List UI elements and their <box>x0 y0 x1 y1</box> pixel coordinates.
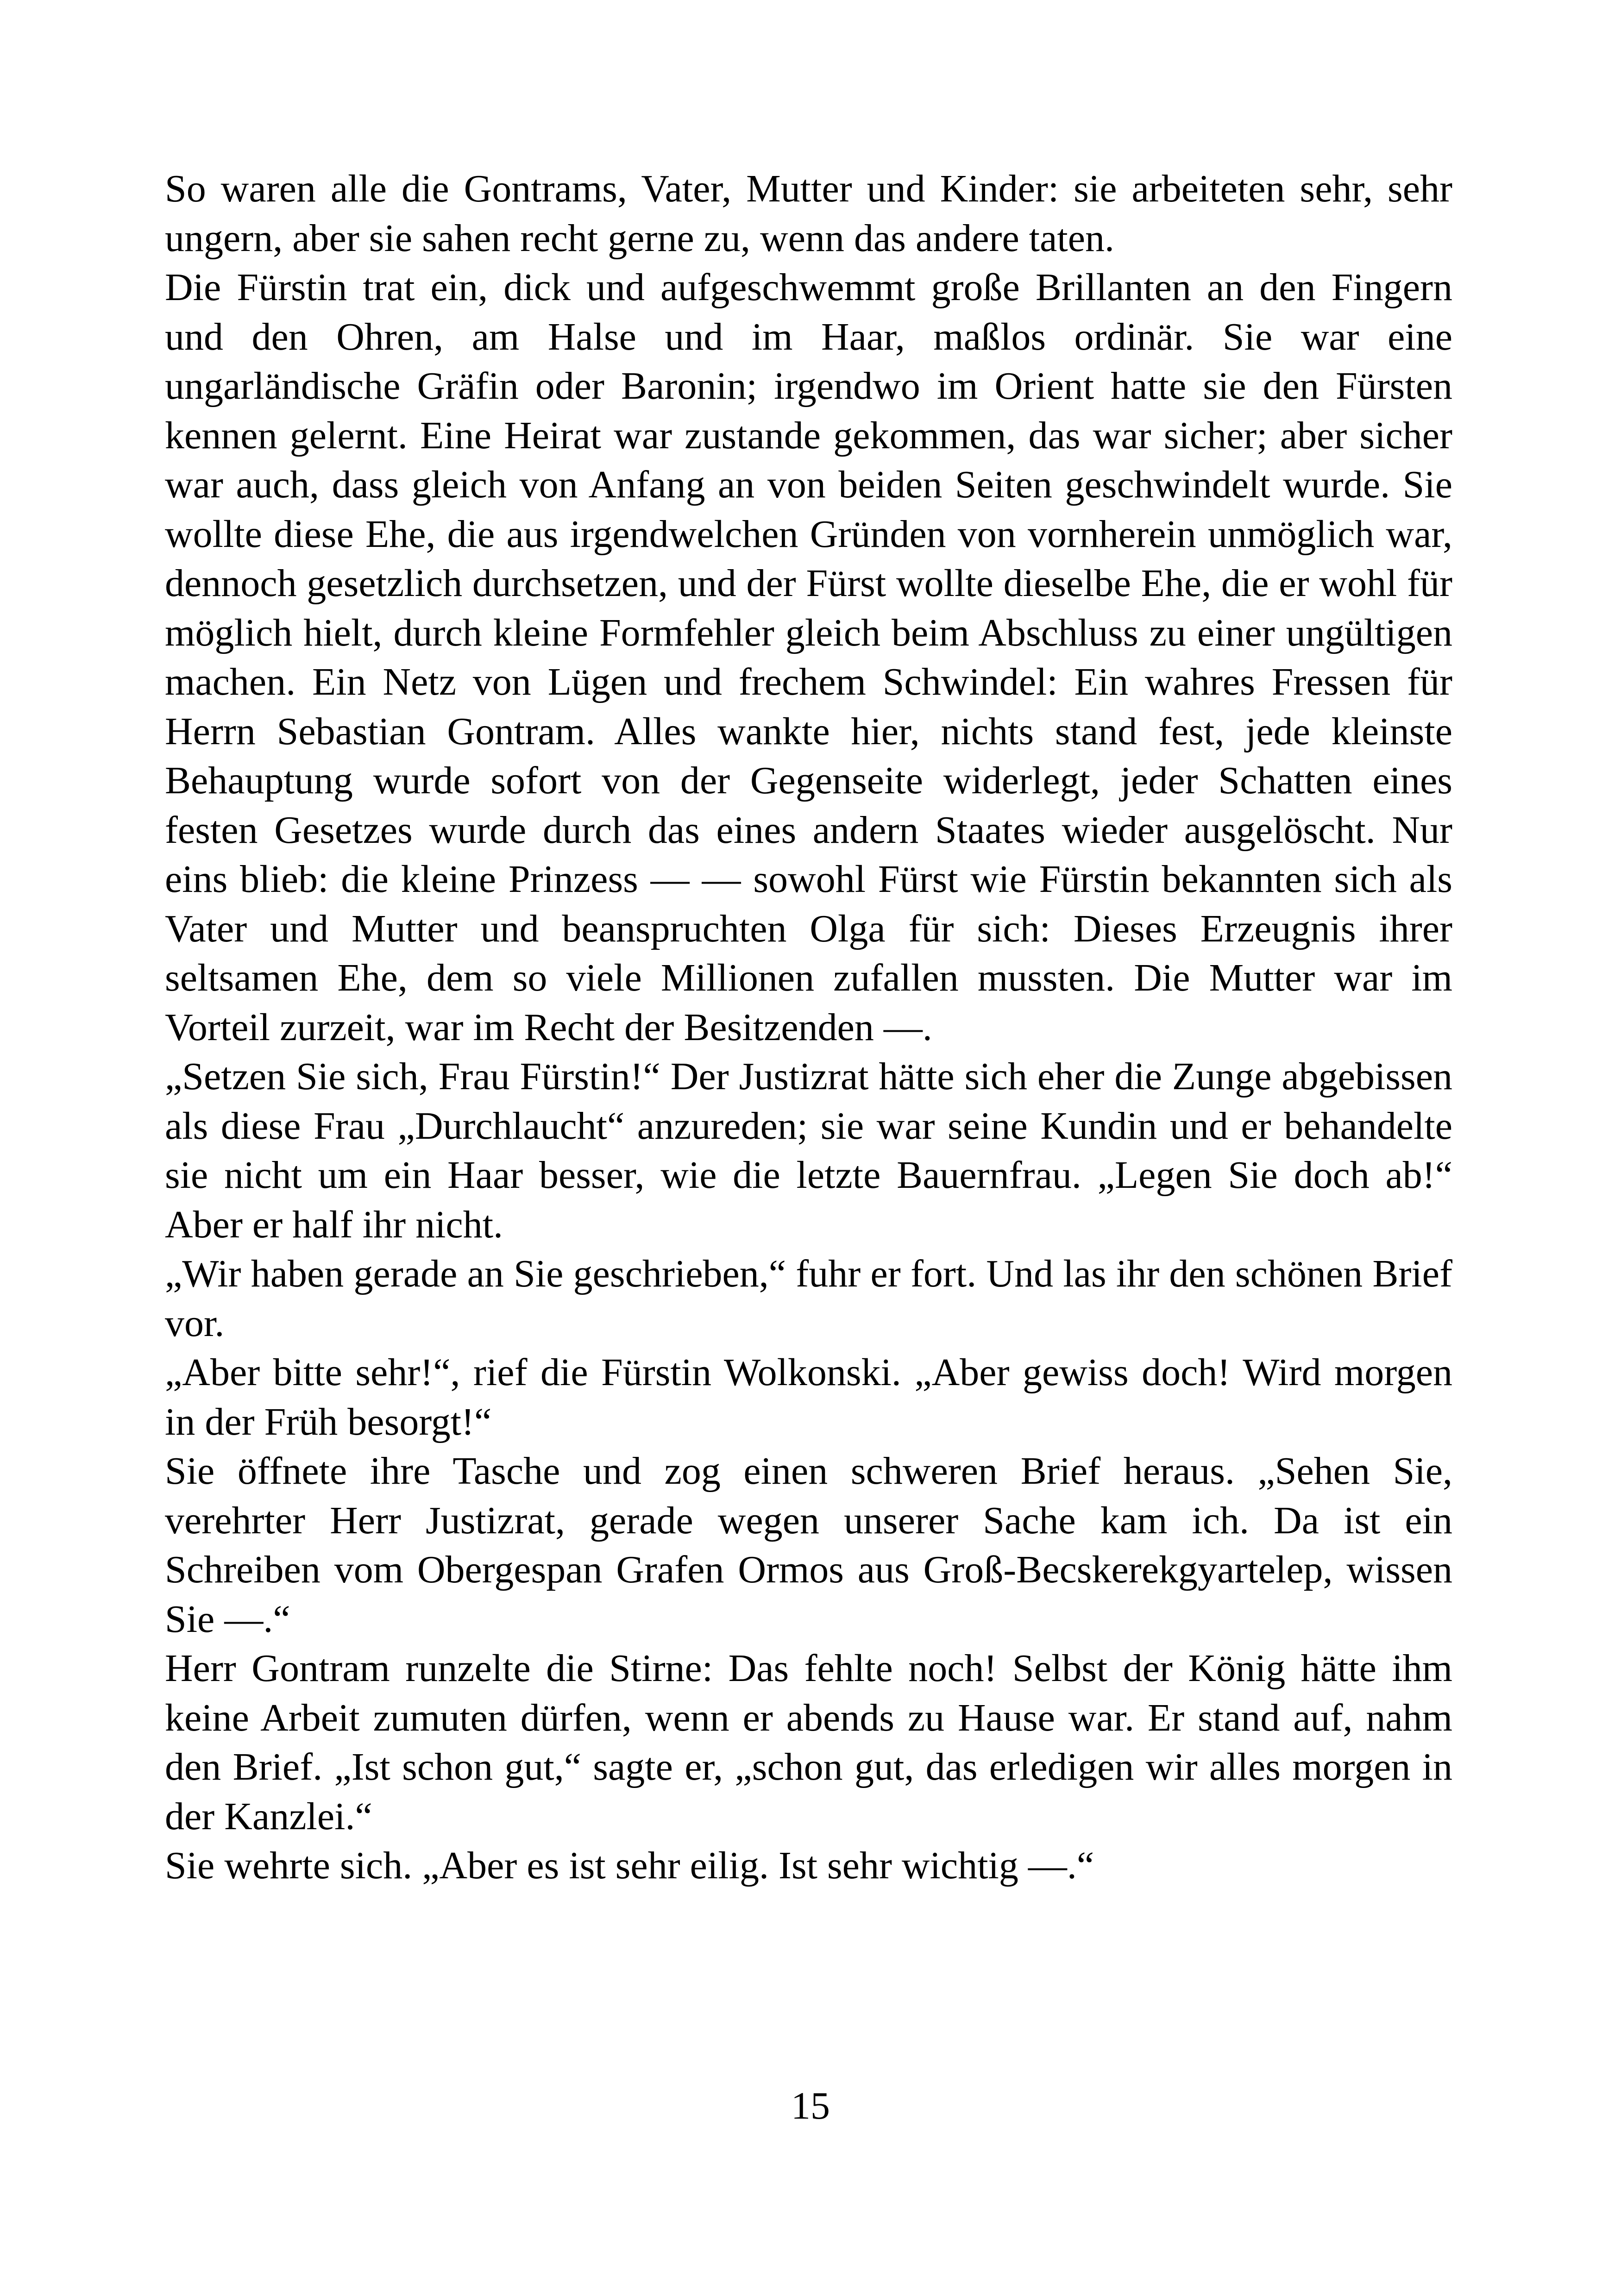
paragraph-8: Sie wehrte sich. „Aber es ist sehr eilig. Ist sehr wichtig —.“ <box>165 1844 1094 1887</box>
page-number: 15 <box>791 2084 830 2127</box>
paragraph-5: „Aber bitte sehr!“, rief die Fürstin Wolkonski. „Aber gewiss doch! Wird morgen in der Früh besorgt!“ <box>165 1351 1452 1443</box>
paragraph-1: So waren alle die Gontrams, Vater, Mutter und Kinder: sie arbeiteten sehr, sehr ungern, aber sie sahen recht gerne zu, wenn das andere taten. <box>165 167 1452 260</box>
paragraph-6: Sie öffnete ihre Tasche und zog einen schweren Brief heraus. „Sehen Sie, verehrter Herr Justizrat, gerade wegen unserer Sache kam ich. Da ist ein Schreiben vom Obergespan Grafen Ormos aus Groß-Becskerekgyartelep, wissen Sie —.“ <box>165 1449 1452 1641</box>
paragraph-7: Herr Gontram runzelte die Stirne: Das fehlte noch! Selbst der König hätte ihm keine Arbeit zumuten dürfen, wenn er abends zu Hause war. Er stand auf, nahm den Brief. „Ist schon gut,“ sagte er, „schon gut, das erledigen wir alles morgen in der Kanzlei.“ <box>165 1647 1452 1838</box>
paragraph-2: Die Fürstin trat ein, dick und aufgeschwemmt große Brillanten an den Fingern und den Ohren, am Halse und im Haar, maßlos ordinär. Sie war eine ungarländische Gräfin oder Baronin; irgendwo im Orient hatte sie den Fürsten kennen gelernt. Eine Heirat war zustande gekommen, das war sicher; aber sicher war auch, dass gleich von Anfang an von beiden Seiten geschwindelt wurde. Sie wollte diese Ehe, die aus irgendwelchen Gründen von vornherein unmöglich war, dennoch gesetzlich durchsetzen, und der Fürst wollte dieselbe Ehe, die er wohl für möglich hielt, durch kleine Formfehler gleich beim Abschluss zu einer ungültigen machen. Ein Netz von Lügen und frechem Schwindel: Ein wahres Fressen für Herrn Sebastian Gontram. Alles wankte hier, nichts stand fest, jede kleinste Behauptung wurde sofort von der Gegenseite widerlegt, jeder Schatten eines festen Gesetzes wurde durch das eines andern Staates wieder ausgelöscht. Nur eins blieb: die kleine Prinzess — — sowohl Fürst wie Fürstin bekannten sich als Vater und Mutter und beanspruchten Olga für sich: Dieses Erzeugnis ihrer seltsamen Ehe, dem so viele Millionen zufallen mussten. Die Mutter war im Vorteil zurzeit, war im Recht der Besitzenden —. <box>165 266 1452 1049</box>
paragraph-4: „Wir haben gerade an Sie geschrieben,“ fuhr er fort. Und las ihr den schönen Brief vor. <box>165 1252 1452 1345</box>
paragraph-3: „Setzen Sie sich, Frau Fürstin!“ Der Justizrat hätte sich eher die Zunge abgebissen als diese Frau „Durchlaucht“ anzureden; sie war seine Kundin und er behandelte sie nicht um ein Haar besser, wie die letzte Bauernfrau. „Legen Sie doch ab!“ Aber er half ihr nicht. <box>165 1055 1452 1246</box>
body-text <box>165 164 1452 1891</box>
